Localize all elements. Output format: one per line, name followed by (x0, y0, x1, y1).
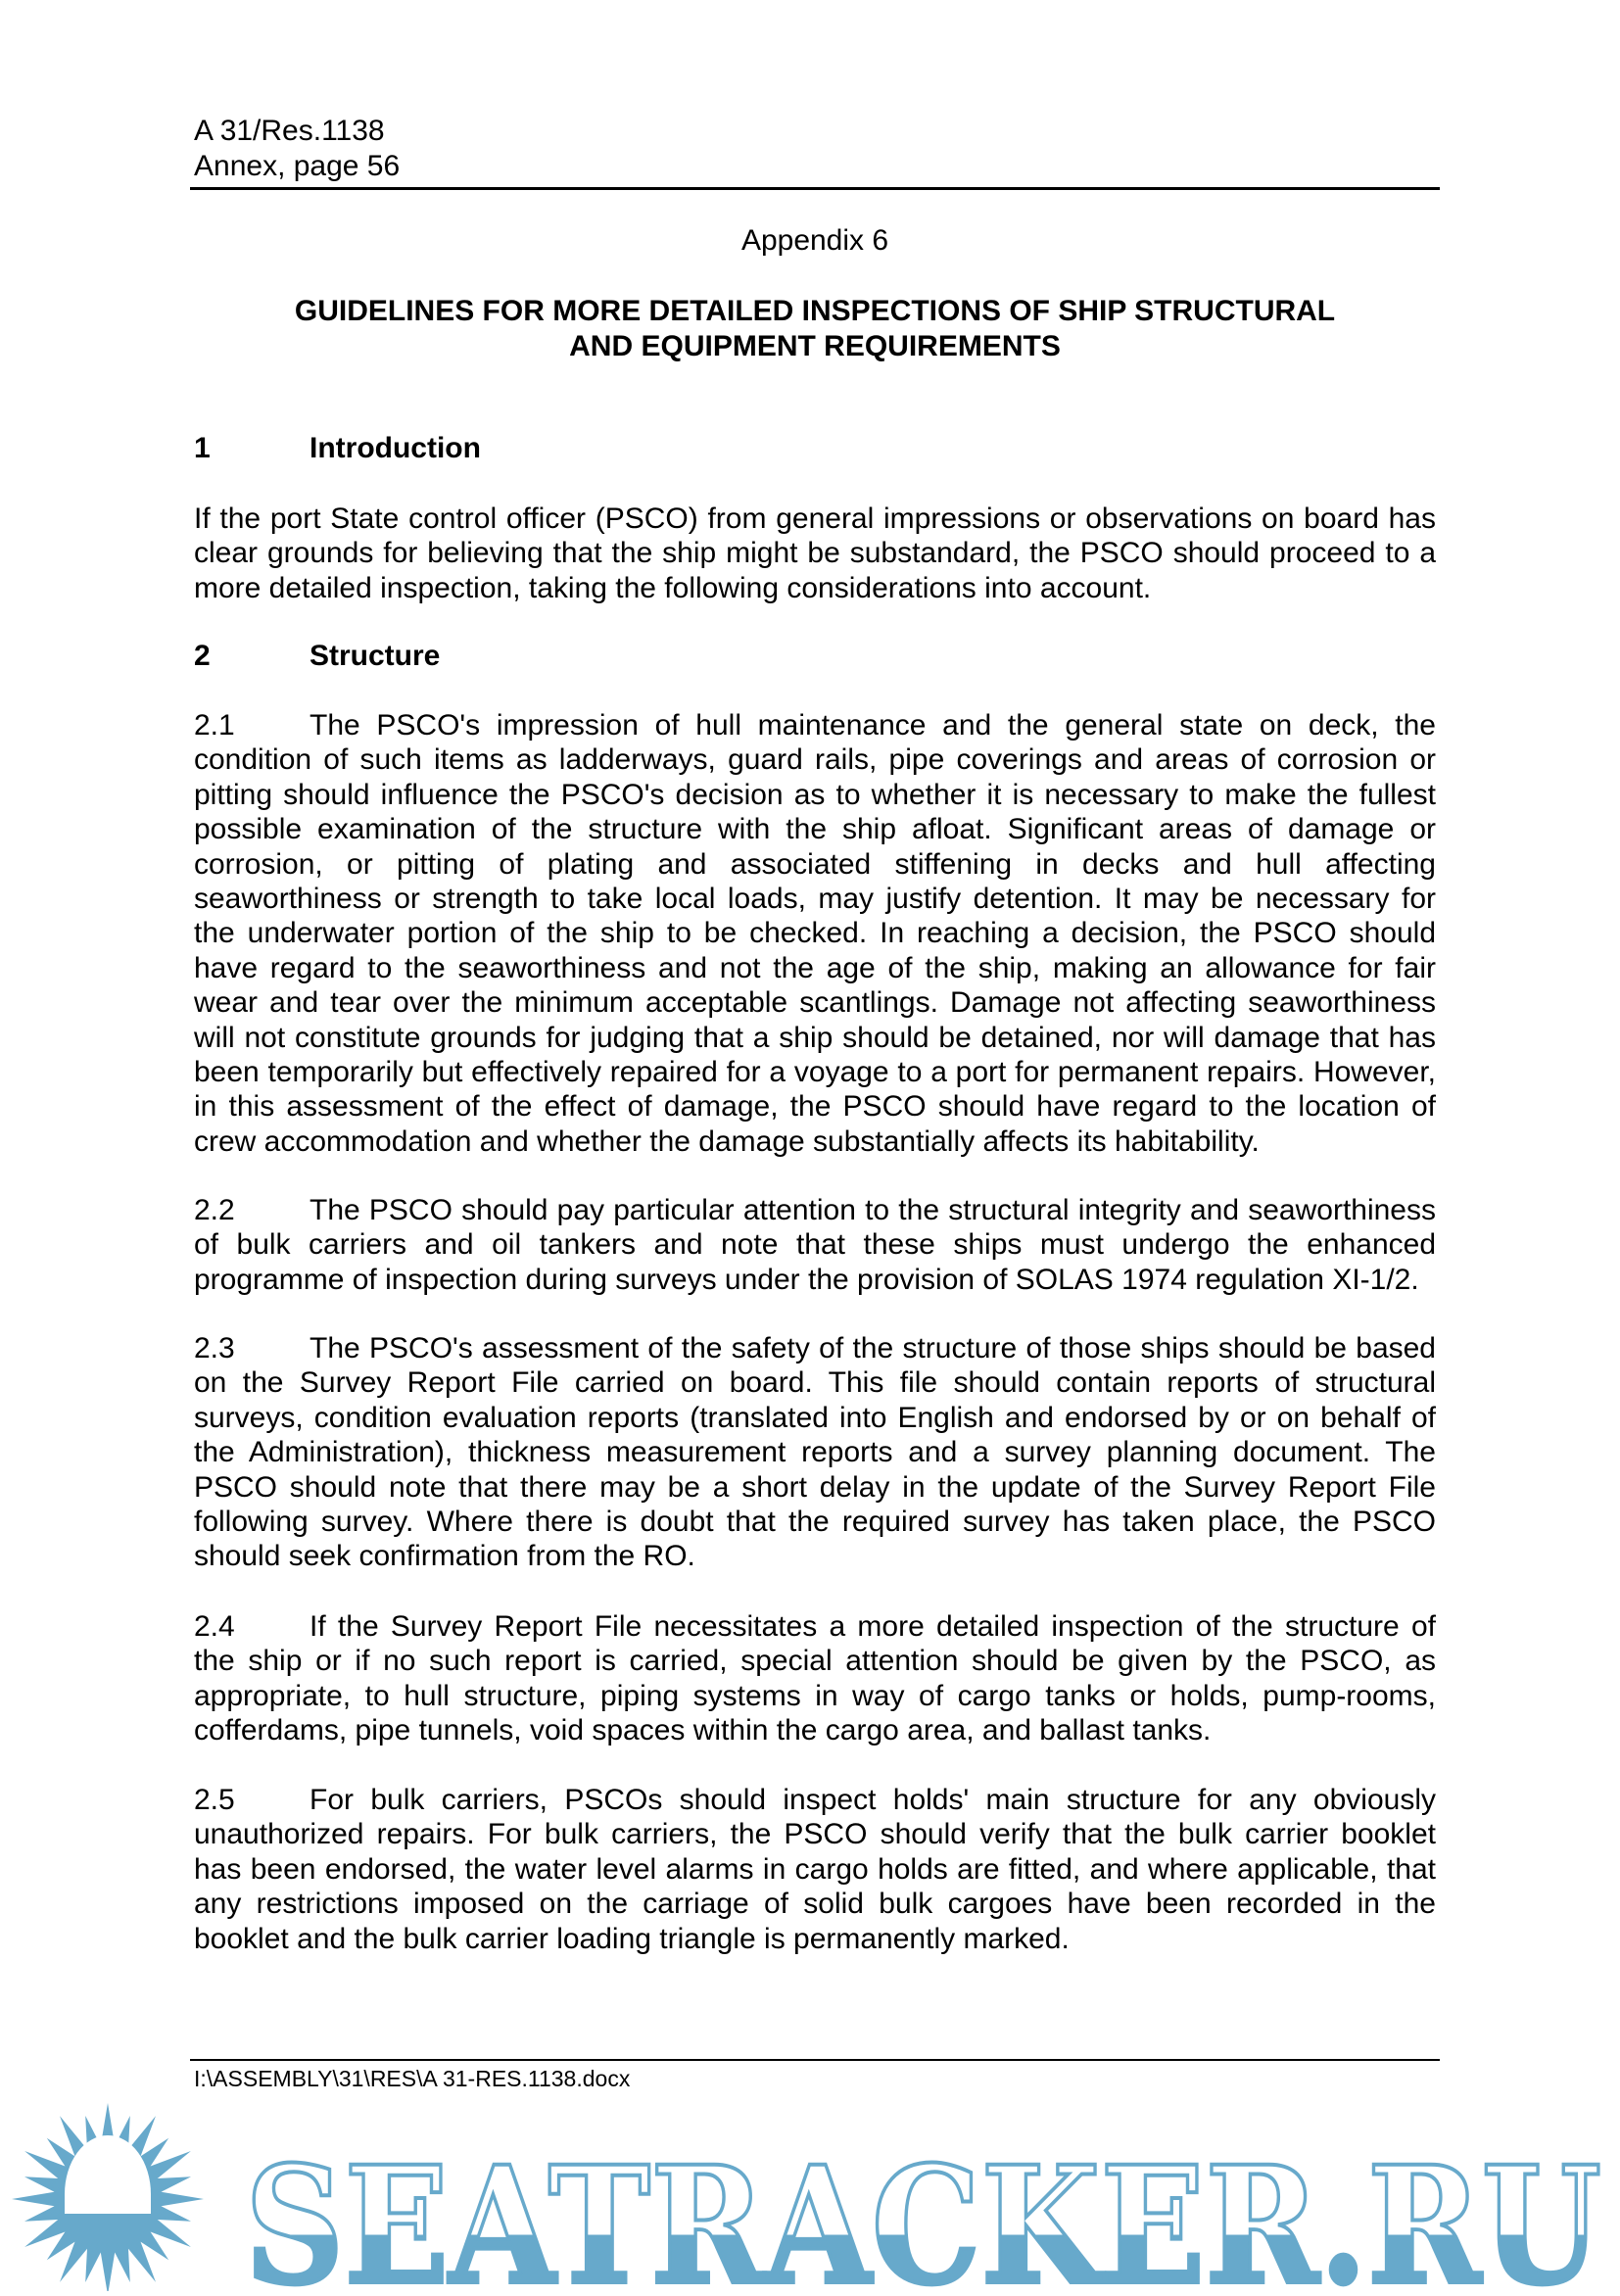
paragraph-line (194, 1193, 1436, 1227)
line-text: The PSCO's assessment of the safety of the structure of those ships should be based (310, 1332, 1436, 1364)
section-heading-structure (194, 640, 440, 673)
document-title-line-1: GUIDELINES FOR MORE DETAILED INSPECTIONS OF SHIP STRUCTURAL (294, 295, 1336, 327)
header-rule (190, 187, 1440, 190)
appendix-label: Appendix 6 (740, 224, 889, 257)
paragraph-line (194, 1401, 1436, 1435)
paragraph-2-5 (194, 1783, 1436, 1956)
seatracker-watermark (0, 2101, 1620, 2291)
paragraph-line (194, 812, 1436, 846)
paragraph-number: 2.2 (194, 1194, 235, 1226)
line-text: The PSCO should pay particular attention to the structural integrity and seaworthiness (310, 1194, 1436, 1226)
paragraph-line (194, 1713, 1436, 1747)
paragraph-line (194, 708, 1436, 742)
watermark-logo (0, 2101, 1620, 2291)
paragraph-line (194, 985, 1436, 1020)
paragraph-line (194, 1887, 1436, 1921)
line-text: programme of inspection during surveys under the provision of SOLAS 1974 regulation XI-1/2. (194, 1263, 1419, 1296)
page-number: Annex, page 56 (194, 150, 401, 182)
line-text: The PSCO's impression of hull maintenance and the general state on deck, the (310, 709, 1436, 741)
paragraph-line (194, 951, 1436, 985)
line-text: on the Survey Report File carried on board. This file should contain reports of structural (194, 1366, 1436, 1400)
paragraph-line (194, 1365, 1436, 1400)
line-text: in this assessment of the effect of damage, the PSCO should have regard to the location of (194, 1090, 1436, 1124)
section-number: 1 (194, 432, 211, 464)
line-text: If the port State control officer (PSCO) from general impressions or observations on board has (194, 502, 1436, 535)
section-title: Structure (310, 640, 441, 672)
line-text: the ship or if no such report is carried, special attention should be given by the PSCO, as (194, 1645, 1436, 1678)
paragraph-line (194, 1539, 1436, 1573)
paragraph-line (194, 1817, 1436, 1851)
paragraph-number: 2.5 (194, 1784, 235, 1816)
paragraph-2-1 (194, 708, 1436, 1159)
line-text: PSCO should note that there may be a short delay in the update of the Survey Report File (194, 1470, 1436, 1504)
document-title-line-2: AND EQUIPMENT REQUIREMENTS (569, 330, 1061, 362)
line-text: For bulk carriers, PSCOs should inspect holds' main structure for any obviously (310, 1784, 1436, 1816)
line-text: booklet and the bulk carrier loading triangle is permanently marked. (194, 1922, 1070, 1955)
line-text: If the Survey Report File necessitates a more detailed inspection of the structure of (310, 1610, 1436, 1643)
paragraph-line (194, 778, 1436, 812)
paragraph-line (194, 742, 1436, 777)
section-number: 2 (194, 640, 211, 672)
section-heading-introduction (194, 432, 481, 465)
line-text: of bulk carriers and oil tankers and note that these ships must undergo the enhanced (194, 1228, 1436, 1262)
line-text: surveys, condition evaluation reports (translated into English and endorsed by or on behalf of (194, 1401, 1436, 1434)
paragraph-line (194, 502, 1436, 536)
watermark-text: SEATRACKER.RU (245, 2130, 1601, 2291)
document-reference: A 31/Res.1138 (194, 115, 385, 147)
paragraph-line (194, 1435, 1436, 1469)
paragraph-line (194, 536, 1436, 570)
paragraph-line (194, 1470, 1436, 1505)
paragraph (194, 502, 1436, 605)
line-text: pitting should influence the PSCO's decision as to whether it is necessary to make the fullest (194, 778, 1436, 811)
paragraph-line (194, 1124, 1436, 1159)
paragraph-number: 2.4 (194, 1610, 235, 1643)
paragraph-line (194, 1055, 1436, 1089)
line-text: the Administration), thickness measurement reports and a survey planning document. The (194, 1436, 1436, 1469)
line-text: has been endorsed, the water level alarms in cargo holds are fitted, and where applicable, that (194, 1852, 1436, 1886)
paragraph-line (194, 1263, 1436, 1297)
paragraph-line (194, 1089, 1436, 1124)
line-text: been temporarily but effectively repaired for a voyage to a port for permanent repairs. However, (194, 1056, 1436, 1089)
line-text: any restrictions imposed on the carriage of solid bulk cargoes have been recorded in the (194, 1888, 1436, 1921)
paragraph-line (194, 1679, 1436, 1713)
line-text: more detailed inspection, taking the following considerations into account. (194, 571, 1152, 604)
paragraph-line (194, 1609, 1436, 1644)
line-text: have regard to the seaworthiness and not the age of the ship, making an allowance for fair (194, 951, 1436, 984)
line-text: seaworthiness or strength to take local loads, may justify detention. It may be necessary for (194, 883, 1436, 916)
paragraph-line (194, 847, 1436, 882)
paragraph-line (194, 1852, 1436, 1887)
sun-icon (12, 2103, 204, 2291)
paragraph-number: 2.3 (194, 1332, 235, 1364)
line-text: following survey. Where there is doubt that the required survey has taken place, the PSCO (194, 1506, 1436, 1539)
line-text: cofferdams, pipe tunnels, void spaces within the cargo area, and ballast tanks. (194, 1714, 1212, 1747)
paragraph-number: 2.1 (194, 709, 235, 741)
line-text: should seek confirmation from the RO. (194, 1540, 695, 1573)
section-title: Introduction (310, 432, 481, 464)
paragraph-line (194, 1331, 1436, 1365)
line-text: the underwater portion of the ship to be checked. In reaching a decision, the PSCO should (194, 917, 1436, 950)
paragraph-2-4 (194, 1609, 1436, 1748)
line-text: possible examination of the structure with the ship afloat. Significant areas of damage or (194, 813, 1436, 846)
line-text: wear and tear over the minimum acceptable scantlings. Damage not affecting seaworthiness (194, 986, 1436, 1020)
paragraph-line (194, 1505, 1436, 1539)
paragraph-2-3 (194, 1331, 1436, 1574)
footer-rule (190, 2059, 1440, 2061)
paragraph-line (194, 916, 1436, 950)
paragraph-line (194, 1783, 1436, 1817)
footer-file-path: I:\ASSEMBLY\31\RES\A 31-RES.1138.docx (194, 2066, 631, 2091)
paragraph-line (194, 571, 1436, 605)
paragraph-2-2 (194, 1193, 1436, 1297)
line-text: unauthorized repairs. For bulk carriers, the PSCO should verify that the bulk carrier booklet (194, 1818, 1436, 1851)
line-text: condition of such items as ladderways, guard rails, pipe coverings and areas of corrosion or (194, 743, 1436, 777)
paragraph-line (194, 882, 1436, 916)
paragraph-line (194, 1644, 1436, 1678)
line-text: clear grounds for believing that the ship might be substandard, the PSCO should proceed to a (194, 537, 1436, 570)
line-text: crew accommodation and whether the damage substantially affects its habitability. (194, 1124, 1260, 1158)
line-text: will not constitute grounds for judging that a ship should be detained, nor will damage that has (194, 1021, 1436, 1054)
line-text: corrosion, or pitting of plating and associated stiffening in decks and hull affecting (194, 847, 1436, 881)
paragraph-line (194, 1922, 1436, 1956)
paragraph-line (194, 1227, 1436, 1262)
paragraph-line (194, 1021, 1436, 1055)
line-text: appropriate, to hull structure, piping systems in way of cargo tanks or holds, pump-rooms, (194, 1679, 1436, 1712)
